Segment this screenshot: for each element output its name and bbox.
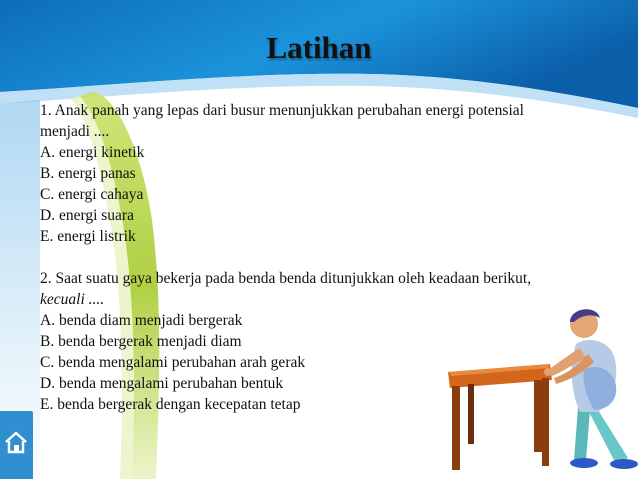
slide-title: Latihan [266, 30, 372, 65]
question-1-option-a: A. energi kinetik [40, 144, 145, 161]
table-leg [542, 378, 549, 466]
question-2-option-b: B. benda bergerak menjadi diam [40, 333, 242, 350]
table-leg [534, 380, 542, 452]
person-shoe [570, 458, 598, 468]
question-1-option-e: E. energi listrik [40, 228, 136, 245]
question-2-stem-line-2: kecuali .... [40, 291, 105, 308]
question-2-stem-line-1: 2. Saat suatu gaya bekerja pada benda benda ditunjukkan oleh keadaan berikut, [40, 270, 532, 287]
question-2-option-c: C. benda mengalami perubahan arah gerak [40, 354, 306, 371]
question-1-option-b: B. energi panas [40, 165, 136, 182]
home-button[interactable] [0, 411, 33, 479]
person-leg [588, 410, 628, 464]
question-1-option-d: D. energi suara [40, 207, 134, 224]
table-leg [452, 386, 460, 470]
person-shoe [610, 459, 638, 469]
table-leg [468, 384, 474, 444]
person-leg [574, 408, 590, 460]
question-1-option-c: C. energi cahaya [40, 186, 144, 203]
question-gap [40, 247, 620, 268]
question-1-stem-line-2: menjadi .... [40, 123, 110, 140]
question-1-stem-line-1: 1. Anak panah yang lepas dari busur menunjukkan perubahan energi potensial [40, 102, 524, 119]
home-icon [3, 429, 29, 455]
question-2-option-d: D. benda mengalami perubahan bentuk [40, 375, 284, 392]
question-2-option-e: E. benda bergerak dengan kecepatan tetap [40, 396, 301, 413]
person-pushing-table-illustration [438, 300, 638, 479]
question-2-option-a: A. benda diam menjadi bergerak [40, 312, 243, 329]
